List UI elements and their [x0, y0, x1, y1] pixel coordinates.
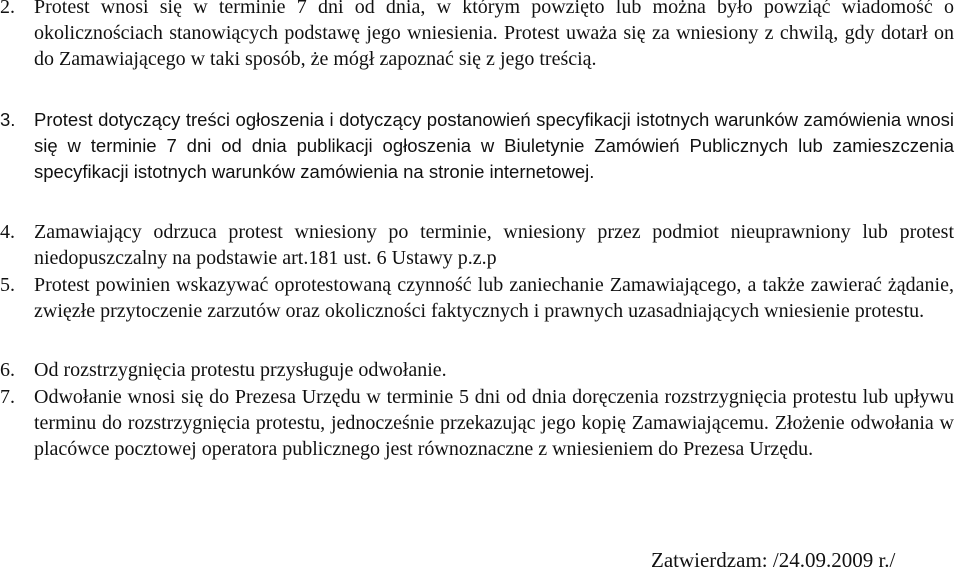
list-item-6 — [0, 357, 954, 383]
list-item-3 — [0, 107, 954, 185]
list-item-text: Odwołanie wnosi się do Prezesa Urzędu w terminie 5 dni od dnia doręczenia rozstrzygnięcia protestu lub upływu terminu do rozstrzygnięcia protestu, jednocześnie przekazując jego kopię Zamawiającemu. Złożenie odwołania w placówce pocztowej operatora publicznego jest równoznaczne z wniesieniem do Prezesa Urzędu. — [34, 386, 954, 460]
approval-signature-line: Zatwierdzam: /24.09.2009 r./ — [651, 548, 896, 572]
list-item-text: Zamawiający odrzuca protest wniesiony po terminie, wniesiony przez podmiot nieuprawniony lub protest niedopuszczalny na podstawie art.181 ust. 6 Ustawy p.z.p — [34, 221, 954, 269]
list-item-4 — [0, 219, 954, 271]
list-item-number: 5. — [0, 274, 15, 296]
list-item-text: Protest wnosi się w terminie 7 dni od dnia, w którym powzięto lub można było powziąć wiadomość o okolicznościach stanowiących podstawę jego wniesienia. Protest uważa się za wniesiony z chwilą, gdy dotarł on do Zamawiającego w taki sposób, że mógł zapoznać się z jego treścią. — [34, 0, 954, 70]
list-item-number: 4. — [0, 221, 15, 243]
list-item-text: Od rozstrzygnięcia protestu przysługuje odwołanie. — [34, 359, 447, 381]
list-item-7 — [0, 384, 954, 462]
list-item-5 — [0, 272, 954, 324]
list-item-2 — [0, 0, 954, 72]
list-item-number: 7. — [0, 386, 15, 408]
list-item-number: 6. — [0, 359, 15, 381]
list-item-number: 3. — [0, 109, 16, 130]
list-item-number: 2. — [0, 0, 15, 18]
list-item-text: Protest dotyczący treści ogłoszenia i dotyczący postanowień specyfikacji istotnych warunków zamówienia wnosi się w terminie 7 dni od dnia publikacji ogłoszenia w Biuletynie Zamówień Publicznych lub zamieszczenia specyfikacji istotnych warunków zamówienia na stronie internetowej. — [34, 109, 954, 182]
list-item-text: Protest powinien wskazywać oprotestowaną czynność lub zaniechanie Zamawiającego, a także zawierać żądanie, zwięzłe przytoczenie zarzutów oraz okoliczności faktycznych i prawnych uzasadniających wniesienie protestu. — [34, 274, 954, 322]
